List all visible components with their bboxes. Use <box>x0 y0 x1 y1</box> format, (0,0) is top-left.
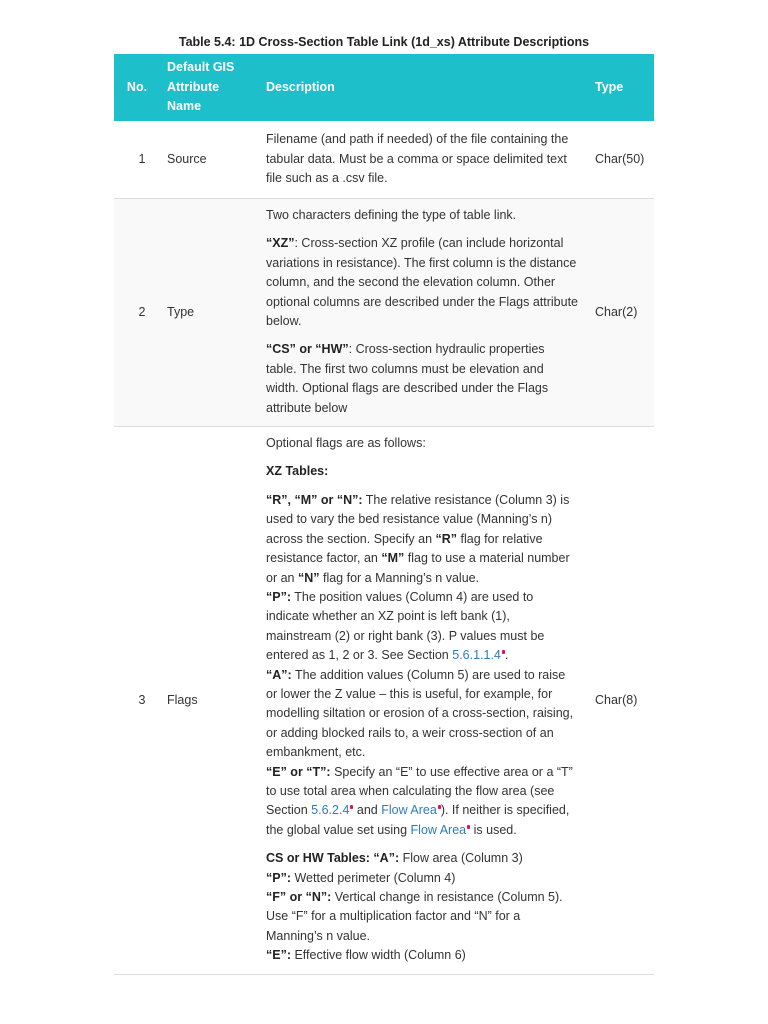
table-caption: Table 5.4: 1D Cross-Section Table Link (1d_xs) Attribute Descriptions <box>178 35 590 49</box>
row-attribute-name: Source <box>156 121 255 199</box>
desc-paragraph: CS or HW Tables: “A”: Flow area (Column 3) “P”: Wetted perimeter (Column 4) “F” or “N”: Vertical change in resistance (Column 5). Use “F” for a multiplication factor and “N” for a Manning’s n value. “E”: Effective flow width (Column 6) <box>266 851 563 963</box>
row-number: 1 <box>114 121 156 199</box>
desc-line: Filename (and path if needed) of the file containing the <box>266 132 569 147</box>
header-attribute-name <box>156 54 255 121</box>
row-attribute-name: Flags <box>156 427 255 975</box>
header-name-line-2: Attribute <box>167 79 220 94</box>
table-row <box>114 199 654 427</box>
table-row <box>114 427 654 975</box>
row-type: Char(2) <box>584 199 654 427</box>
attribute-table <box>114 54 654 975</box>
section-link-5-6-1-1-4[interactable]: 5.6.1.1.4 <box>452 648 501 663</box>
desc-paragraph: Optional flags are as follows: <box>266 436 426 451</box>
desc-paragraph: “XZ”: Cross-section XZ profile (can include horizontal variations in resistance). The first column is the distance column, and the second the elevation column. Other optional columns are described under the Flags attribute below. <box>266 236 578 329</box>
row-number: 2 <box>114 199 156 427</box>
row-type: Char(50) <box>584 121 654 199</box>
table-row <box>114 121 654 199</box>
desc-line: tabular data. Must be a comma or space delimited text <box>266 151 567 166</box>
desc-paragraph: Two characters defining the type of table link. <box>266 208 517 222</box>
row-type: Char(8) <box>584 427 654 975</box>
row-description <box>255 121 584 199</box>
section-link-5-6-2-4[interactable]: 5.6.2.4 <box>311 803 350 818</box>
header-description: Description <box>255 54 584 121</box>
desc-subheading: XZ Tables: <box>266 464 329 479</box>
header-name-line-3: Name <box>167 99 202 114</box>
row-description <box>255 427 584 975</box>
row-number: 3 <box>114 427 156 975</box>
row-attribute-name: Type <box>156 199 255 427</box>
flow-area-link[interactable]: Flow Area <box>410 822 467 837</box>
desc-paragraph: “R”, “M” or “N”: The relative resistance (Column 3) is used to vary the bed resistance value (Manning’s n) across the section. Specify an “R” flag for relative resistance factor, an “M” flag to use a material number or an “N” flag for a Manning’s n value. “P”: The position values (Column 4) are used to indicate whether an XZ point is left bank (1), mainstream (2) or right bank (3). P values must be entered as 1, 2 or 3. See Section 5.6.1.1.4 . “A”: The addition values (Column 5) are used to raise or lower the Z value – this is useful, for example, for modelling siltation or erosion of a cross-section, raising, or adding blocked rails to, a weir cross-section of an embankment, etc. “E” or “T”: Specify an “E” to use effective area or a “T” to use total area when calculating the flow area (see Section 5.6.2.4 and Flow Area ). If neither is specified, the global value set using Flow Area is used. <box>266 492 574 837</box>
header-name-line-1: Default GIS <box>167 60 235 75</box>
header-type: Type <box>584 54 654 121</box>
desc-line: file such as a .csv file. <box>266 171 388 186</box>
desc-paragraph: “CS” or “HW”: Cross-section hydraulic properties table. The first two columns must be elevation and width. Optional flags are described under the Flags attribute below <box>266 342 549 415</box>
table-header <box>114 54 654 121</box>
flow-area-link[interactable]: Flow Area <box>381 803 437 818</box>
header-no: No. <box>114 54 156 121</box>
row-description <box>255 199 584 427</box>
